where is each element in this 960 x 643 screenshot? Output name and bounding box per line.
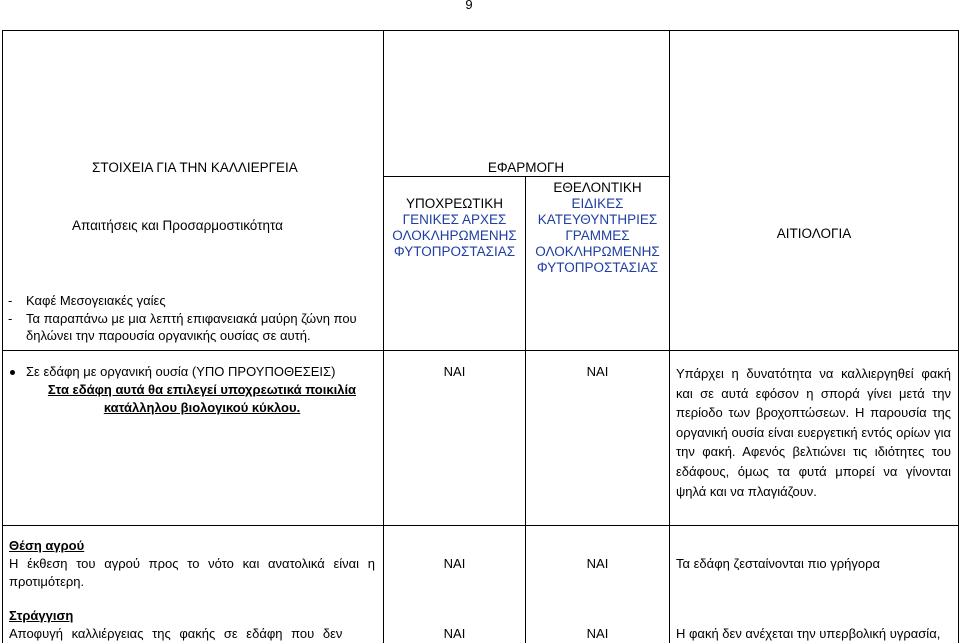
header-application: ΕΦΑΡΜΟΓΗ	[487, 160, 565, 175]
header-justification: ΑΙΤΙΟΛΟΓΙΑ	[776, 226, 852, 241]
organic-soil-justification: Υπάρχει η δυνατότητα να καλλιεργηθεί φακή και σε αυτά εφόσον η σπορά γίνει μετά την περίοδο των βροχοπτώσεων. Η παρουσία της οργανική ουσία είναι ευεργετική εντός ορίων για την φακή. Αφενός βελτιώνει τις ιδιότητες του εδάφους, όμως τα φυτά μπορεί να γίνονται ψηλά και να πλαγιάζουν.	[676, 366, 951, 499]
bullet-icon	[10, 370, 15, 375]
header-crop-data-title: ΣΤΟΙΧΕΙΑ ΓΙΑ ΤΗΝ ΚΑΛΛΙΕΡΓΕΙΑ	[92, 160, 298, 175]
organic-soil-emphasis: Στα εδάφη αυτά θα επιλεγεί υποχρεωτικά ποικιλία κατάλληλου βιολογικού κύκλου.	[47, 382, 357, 415]
soil-note-item: - Καφέ Μεσογειακές γαίες	[8, 292, 373, 310]
soil-notes-list	[8, 292, 373, 345]
header-voluntary: ΕΘΕΛΟΝΤΙΚΗ ΕΙΔΙΚΕΣ ΚΑΤΕΥΘΥΝΤΗΡΙΕΣ ΓΡΑΜΜΕΣ ΟΛΟΚΛΗΡΩΜΕΝΗΣ ΦΥΤΟΠΡΟΣΤΑΣΙΑΣ	[535, 180, 660, 275]
page-number: 9	[465, 0, 473, 12]
drainage-heading: Στράγγιση	[9, 608, 74, 623]
organic-soil-mandatory: ΝΑΙ	[443, 364, 466, 379]
drainage-mandatory: ΝΑΙ	[443, 626, 466, 641]
drainage-justification: Η φακή δεν ανέχεται την υπερβολική υγρασία,	[676, 626, 941, 641]
field-position-mandatory: ΝΑΙ	[443, 556, 466, 571]
header-requirements-subtitle: Απαιτήσεις και Προσαρμοστικότητα	[72, 218, 283, 233]
soil-note-item: - Τα παραπάνω με μια λεπτή επιφανειακά μαύρη ζώνη που δηλώνει την παρουσία οργανικής ουσίας σε αυτή.	[8, 310, 373, 345]
field-position-text: Η έκθεση του αγρού προς το νότο και ανατολικά είναι η προτιμότερη.	[9, 556, 375, 589]
organic-soil-voluntary: ΝΑΙ	[586, 364, 609, 379]
field-position-justification: Τα εδάφη ζεσταίνονται πιο γρήγορα	[676, 556, 881, 571]
field-position-voluntary: ΝΑΙ	[586, 556, 609, 571]
header-mandatory: ΥΠΟΧΡΕΩΤΙΚΗ ΓΕΝΙΚΕΣ ΑΡΧΕΣ ΟΛΟΚΛΗΡΩΜΕΝΗΣ ΦΥΤΟΠΡΟΣΤΑΣΙΑΣ	[392, 196, 517, 259]
field-position-heading: Θέση αγρού	[9, 538, 85, 553]
organic-soil-text: Σε εδάφη με οργανική ουσία (ΥΠΟ ΠΡΟΥΠΟΘΕΣΕΙΣ)	[26, 364, 336, 379]
drainage-text: Αποφυγή καλλιέργειας της φακής σε εδάφη που δεν	[9, 626, 343, 641]
drainage-voluntary: ΝΑΙ	[586, 626, 609, 641]
